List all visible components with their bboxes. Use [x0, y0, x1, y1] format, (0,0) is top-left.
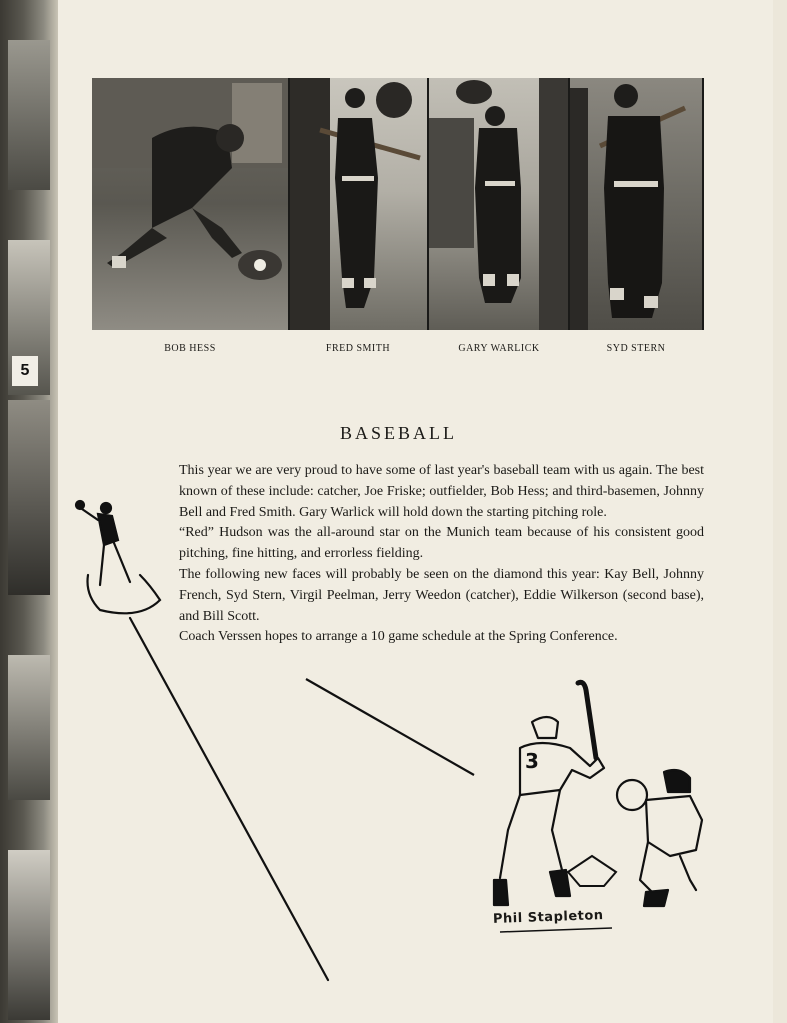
jersey-number: 3	[525, 749, 539, 773]
batter-sketch-icon	[494, 682, 604, 905]
opposite-page-photo-strip	[8, 655, 50, 800]
player-photo-syd-stern	[570, 78, 702, 330]
caption-syd-stern: SYD STERN	[606, 343, 666, 354]
player-photo-fred-smith	[290, 78, 427, 330]
article-paragraph: This year we are very proud to have some of last year's baseball team with us again. The best known of these include: catcher, Joe Friske; outfielder, Bob Hess; and third-basemen, Johnny Bell and Fred Smith. Gary Warlick will hold down the starting pitching role.	[179, 463, 704, 520]
article-paragraph: Coach Verssen hopes to arrange a 10 game schedule at the Spring Conference.	[179, 629, 618, 645]
article-paragraph: The following new faces will probably be seen on the diamond this year: Kay Bell, Johnny French, Syd Stern, Virgil Peelman, Jerry Weedon (catcher), Eddie Wilkerson (second base), and Bill Scott.	[179, 566, 704, 624]
opposite-page-photo-strip	[8, 850, 50, 1020]
pitcher-figure-icon	[429, 78, 568, 330]
batter-figure-icon	[290, 78, 427, 330]
photo-captions	[0, 343, 787, 359]
player-photo-gary-warlick	[429, 78, 568, 330]
player-photo-row	[92, 78, 704, 330]
ball-trajectory-line	[306, 679, 474, 775]
opposite-page-photo-strip	[8, 40, 50, 190]
artist-signature: Phil Stapleton	[492, 908, 604, 927]
baseball-illustration	[58, 480, 773, 1000]
home-plate-icon	[568, 856, 616, 886]
catcher-sketch-icon	[617, 770, 702, 906]
article-paragraph: “Red” Hudson was the all-around star on the Munich team because of his consistent good pitching, fine hitting, and errorless fielding.	[179, 525, 704, 562]
opposite-page-number-tag: 5	[12, 356, 38, 386]
signature-underline	[500, 928, 612, 932]
caption-bob-hess: BOB HESS	[164, 343, 216, 354]
fielder-sketch-icon	[76, 501, 328, 980]
caption-gary-warlick: GARY WARLICK	[458, 343, 540, 354]
article-title: BASEBALL	[339, 423, 457, 443]
caption-fred-smith: FRED SMITH	[325, 343, 391, 354]
yearbook-spine-opposite-page	[0, 0, 58, 1023]
player-photo-bob-hess	[92, 78, 288, 330]
fielder-figure-icon	[92, 78, 288, 330]
batter-figure-icon	[570, 78, 702, 330]
